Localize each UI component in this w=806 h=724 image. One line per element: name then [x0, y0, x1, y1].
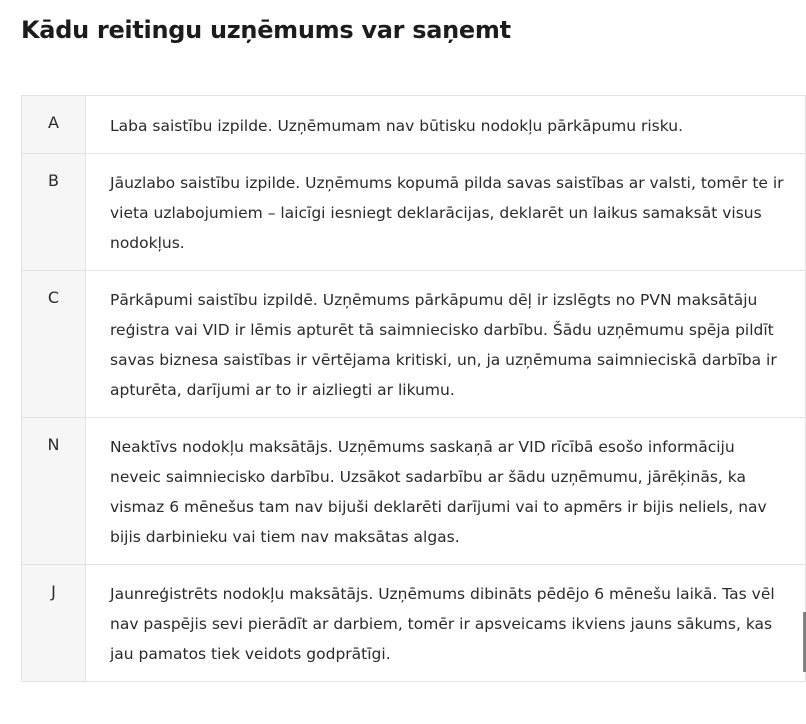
rating-description: Laba saistību izpilde. Uzņēmumam nav būtisku nodokļu pārkāpumu risku. [86, 96, 806, 154]
table-row [22, 96, 806, 154]
rating-description: Neaktīvs nodokļu maksātājs. Uzņēmums saskaņā ar VID rīcībā esošo informāciju neveic saimniecisko darbību. Uzsākot sadarbību ar šādu uzņēmumu, jārēķinās, ka vismaz 6 mēnešus tam nav bijuši deklarēti darījumi vai to apmērs ir bijis neliels, nav bijis darbinieku vai tiem nav maksātas algas. [86, 418, 806, 565]
rating-table [21, 95, 806, 682]
page-title: Kādu reitingu uzņēmums var saņemt [21, 16, 511, 44]
rating-description: Jāuzlabo saistību izpilde. Uzņēmums kopumā pilda savas saistības ar valsti, tomēr te ir vieta uzlabojumiem – laicīgi iesniegt deklarācijas, deklarēt un laikus samaksāt visus nodokļus. [86, 154, 806, 271]
table-row [22, 154, 806, 271]
rating-code: B [22, 154, 86, 271]
rating-code: C [22, 271, 86, 418]
table-row [22, 271, 806, 418]
rating-description: Jaunreģistrēts nodokļu maksātājs. Uzņēmums dibināts pēdējo 6 mēnešu laikā. Tas vēl nav paspējis sevi pierādīt ar darbiem, tomēr ir apsveicams ikviens jauns sākums, kas jau pamatos tiek veidots godprātīgi. [86, 565, 806, 682]
table-row [22, 565, 806, 682]
rating-code: N [22, 418, 86, 565]
rating-description: Pārkāpumi saistību izpildē. Uzņēmums pārkāpumu dēļ ir izslēgts no PVN maksātāju reģistra vai VID ir lēmis apturēt tā saimniecisko darbību. Šādu uzņēmumu spēja pildīt savas biznesa saistības ir vērtējama kritiski, un, ja uzņēmuma saimnieciskā darbība ir apturēta, darījumi ar to ir aizliegti ar likumu. [86, 271, 806, 418]
rating-code: A [22, 96, 86, 154]
table-row [22, 418, 806, 565]
rating-code: J [22, 565, 86, 682]
